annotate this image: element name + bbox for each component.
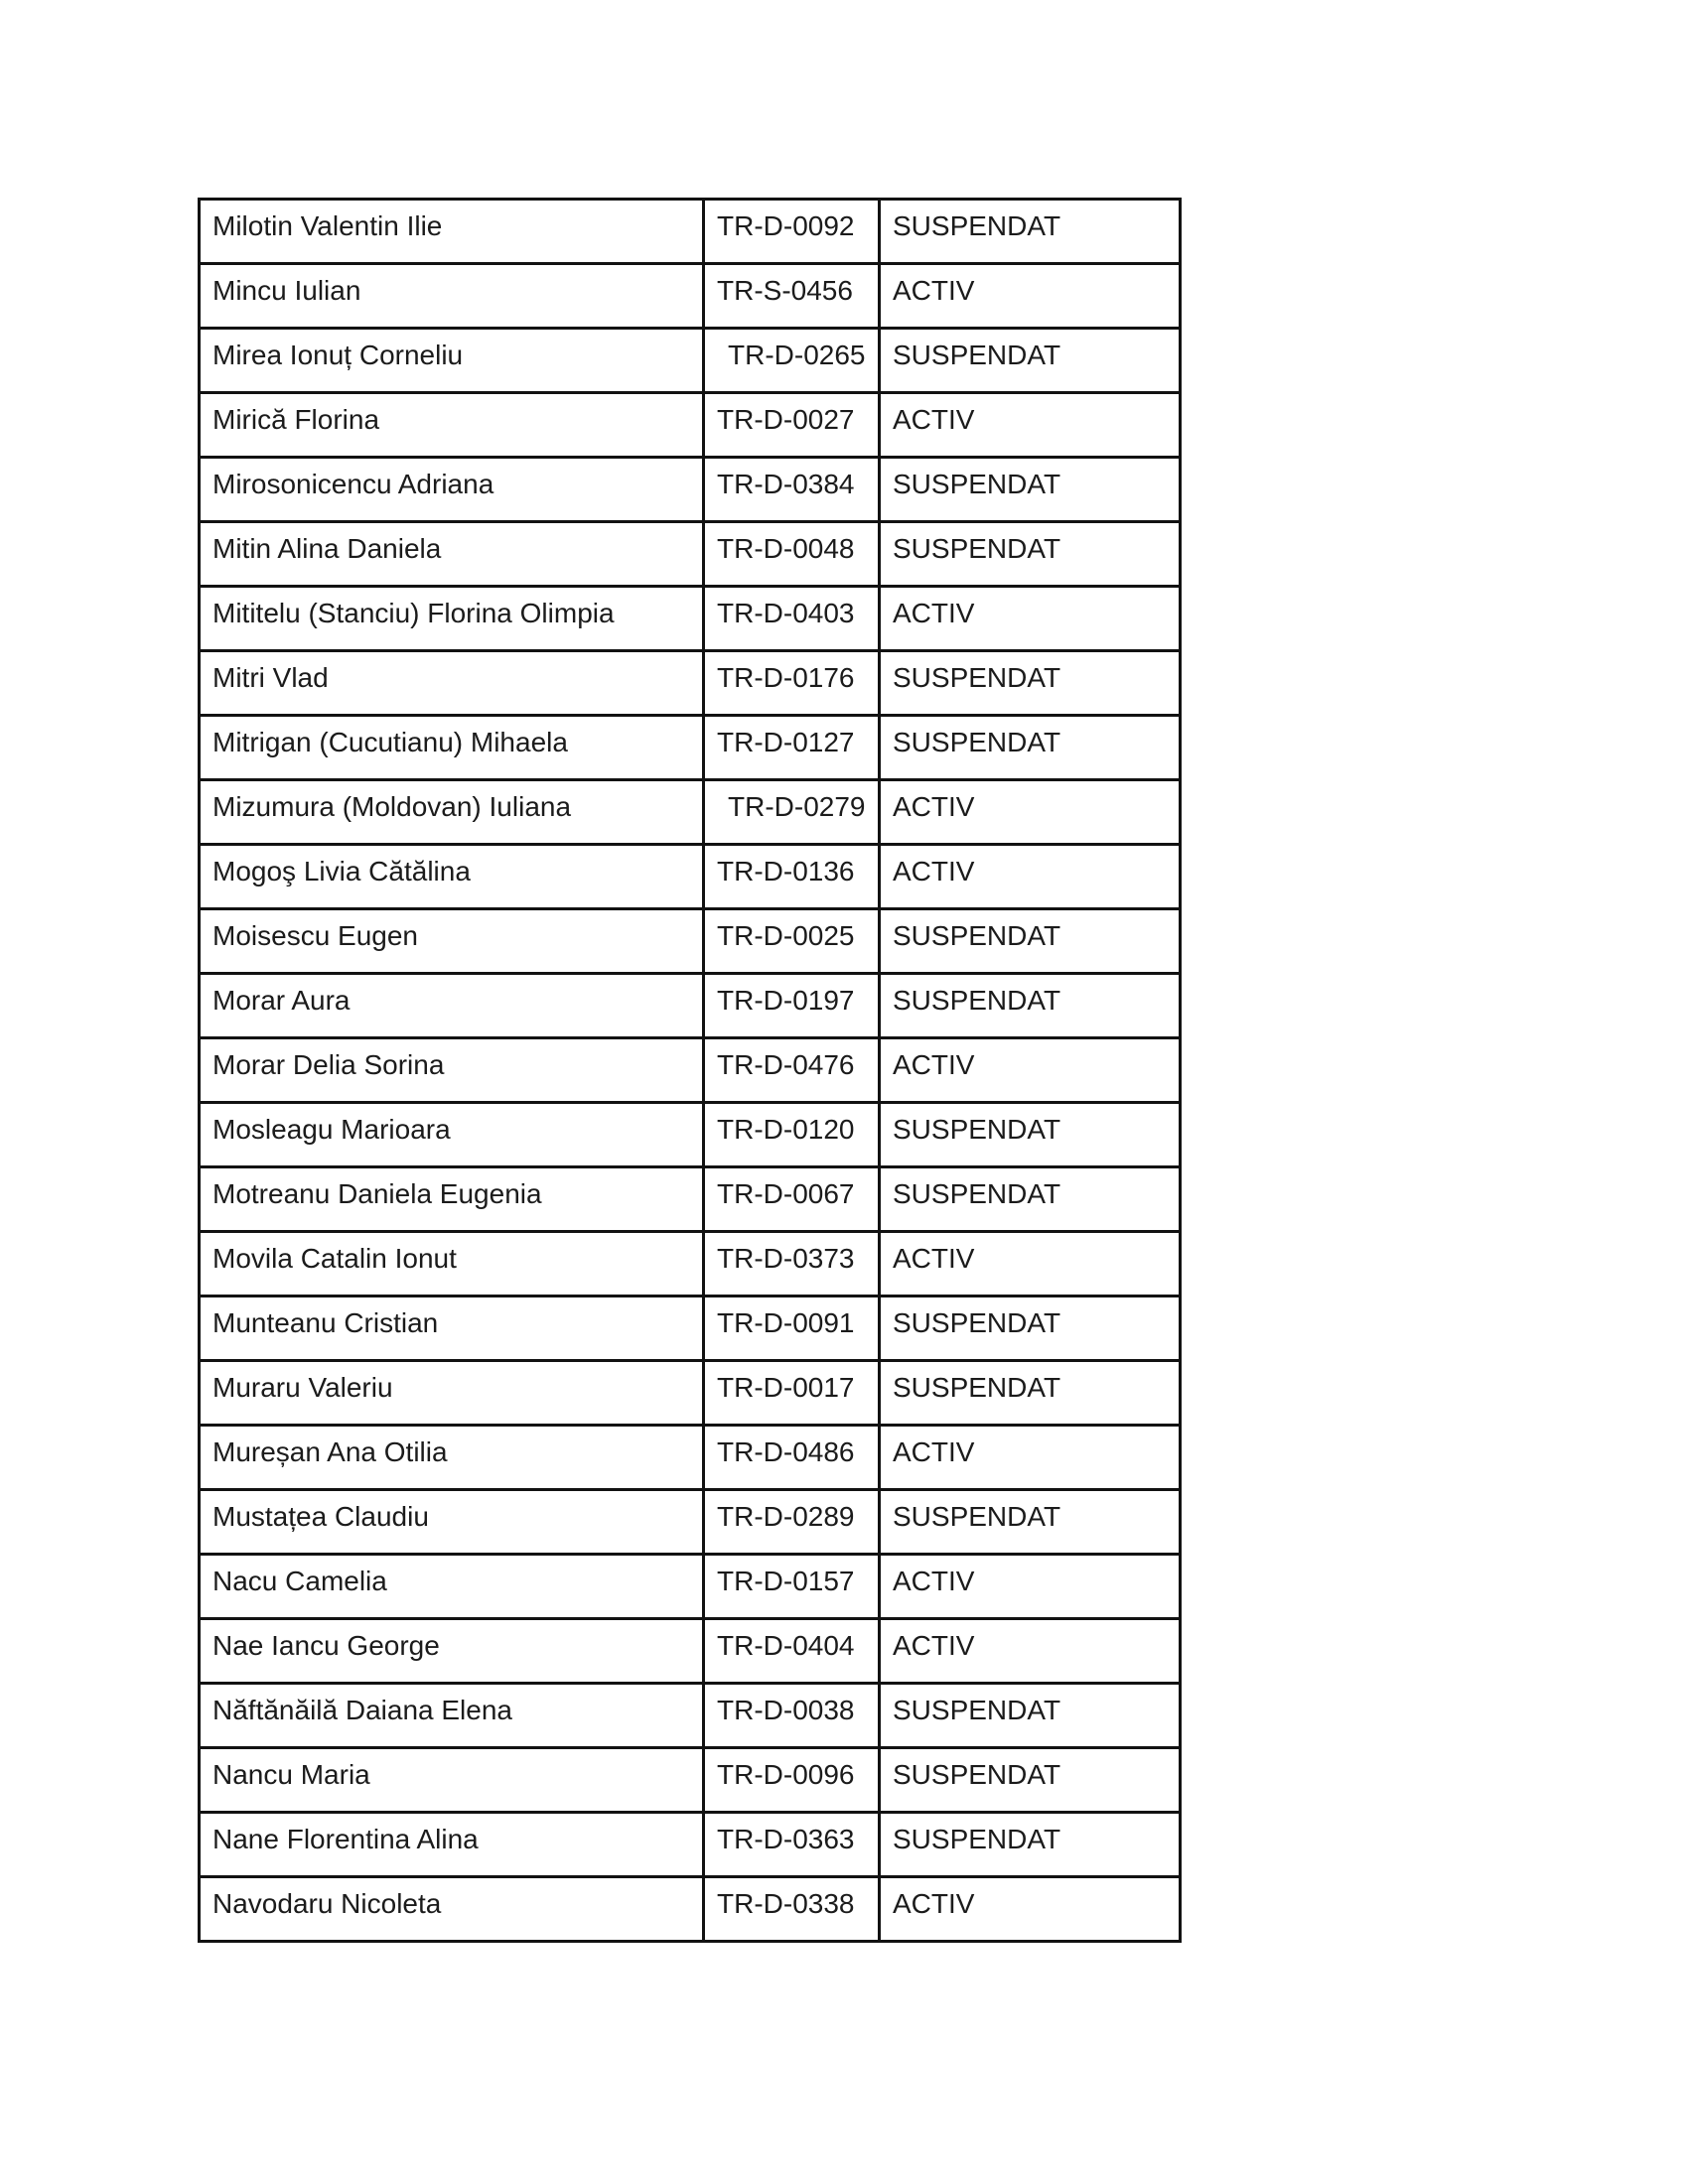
id-cell: TR-D-0404: [704, 1619, 880, 1684]
table-row: [200, 1167, 1181, 1232]
status-cell: ACTIV: [880, 587, 1181, 651]
name-cell: Mureșan Ana Otilia: [200, 1426, 704, 1490]
table-row: [200, 587, 1181, 651]
status-cell: SUSPENDAT: [880, 1813, 1181, 1877]
id-cell: TR-D-0384: [704, 458, 880, 522]
id-cell: TR-D-0197: [704, 974, 880, 1038]
id-cell: TR-D-0265: [704, 329, 880, 393]
status-cell: SUSPENDAT: [880, 1490, 1181, 1555]
name-cell: Milotin Valentin Ilie: [200, 200, 704, 264]
id-cell: TR-D-0373: [704, 1232, 880, 1297]
status-cell: ACTIV: [880, 1877, 1181, 1942]
table-row: [200, 1297, 1181, 1361]
name-cell: Muraru Valeriu: [200, 1361, 704, 1426]
table-row: [200, 651, 1181, 716]
table-row: [200, 974, 1181, 1038]
id-cell: TR-D-0027: [704, 393, 880, 458]
name-cell: Morar Delia Sorina: [200, 1038, 704, 1103]
id-cell: TR-D-0048: [704, 522, 880, 587]
status-cell: ACTIV: [880, 1619, 1181, 1684]
id-cell: TR-D-0136: [704, 845, 880, 909]
table-row: [200, 393, 1181, 458]
name-cell: Mitin Alina Daniela: [200, 522, 704, 587]
table-row: [200, 1684, 1181, 1748]
status-cell: SUSPENDAT: [880, 1748, 1181, 1813]
name-cell: Moisescu Eugen: [200, 909, 704, 974]
status-cell: ACTIV: [880, 845, 1181, 909]
table-row: [200, 1813, 1181, 1877]
id-cell: TR-D-0120: [704, 1103, 880, 1167]
table-row: [200, 1038, 1181, 1103]
id-cell: TR-D-0091: [704, 1297, 880, 1361]
name-cell: Navodaru Nicoleta: [200, 1877, 704, 1942]
id-cell: TR-D-0289: [704, 1490, 880, 1555]
status-cell: SUSPENDAT: [880, 716, 1181, 780]
status-cell: SUSPENDAT: [880, 458, 1181, 522]
id-cell: TR-D-0176: [704, 651, 880, 716]
name-cell: Munteanu Cristian: [200, 1297, 704, 1361]
id-cell: TR-D-0038: [704, 1684, 880, 1748]
status-cell: SUSPENDAT: [880, 200, 1181, 264]
table-row: [200, 1748, 1181, 1813]
id-cell: TR-D-0092: [704, 200, 880, 264]
id-cell: TR-D-0486: [704, 1426, 880, 1490]
status-cell: SUSPENDAT: [880, 1103, 1181, 1167]
status-cell: SUSPENDAT: [880, 1361, 1181, 1426]
name-cell: Mustațea Claudiu: [200, 1490, 704, 1555]
id-cell: TR-D-0403: [704, 587, 880, 651]
table-row: [200, 1619, 1181, 1684]
name-cell: Morar Aura: [200, 974, 704, 1038]
status-cell: ACTIV: [880, 1038, 1181, 1103]
id-cell: TR-D-0338: [704, 1877, 880, 1942]
id-cell: TR-D-0157: [704, 1555, 880, 1619]
table-row: [200, 1490, 1181, 1555]
status-cell: ACTIV: [880, 1232, 1181, 1297]
name-cell: Năftănăilă Daiana Elena: [200, 1684, 704, 1748]
name-cell: Mosleagu Marioara: [200, 1103, 704, 1167]
id-cell: TR-D-0127: [704, 716, 880, 780]
name-cell: Mirosonicencu Adriana: [200, 458, 704, 522]
table-row: [200, 716, 1181, 780]
name-cell: Nancu Maria: [200, 1748, 704, 1813]
name-cell: Nacu Camelia: [200, 1555, 704, 1619]
status-cell: SUSPENDAT: [880, 909, 1181, 974]
name-cell: Mincu Iulian: [200, 264, 704, 329]
status-cell: SUSPENDAT: [880, 522, 1181, 587]
status-cell: ACTIV: [880, 1426, 1181, 1490]
id-cell: TR-D-0476: [704, 1038, 880, 1103]
table-row: [200, 1877, 1181, 1942]
table-row: [200, 1361, 1181, 1426]
name-cell: Mititelu (Stanciu) Florina Olimpia: [200, 587, 704, 651]
records-table-body: [200, 200, 1181, 1942]
name-cell: Mogoş Livia Cătălina: [200, 845, 704, 909]
table-row: [200, 1232, 1181, 1297]
id-cell: TR-D-0067: [704, 1167, 880, 1232]
table-row: [200, 329, 1181, 393]
status-cell: SUSPENDAT: [880, 329, 1181, 393]
status-cell: SUSPENDAT: [880, 974, 1181, 1038]
table-row: [200, 1103, 1181, 1167]
table-row: [200, 1426, 1181, 1490]
status-cell: SUSPENDAT: [880, 651, 1181, 716]
table-row: [200, 200, 1181, 264]
status-cell: SUSPENDAT: [880, 1167, 1181, 1232]
name-cell: Motreanu Daniela Eugenia: [200, 1167, 704, 1232]
table-row: [200, 522, 1181, 587]
name-cell: Nane Florentina Alina: [200, 1813, 704, 1877]
status-cell: ACTIV: [880, 264, 1181, 329]
id-cell: TR-D-0017: [704, 1361, 880, 1426]
records-table: [198, 198, 1182, 1943]
status-cell: SUSPENDAT: [880, 1684, 1181, 1748]
status-cell: ACTIV: [880, 1555, 1181, 1619]
name-cell: Nae Iancu George: [200, 1619, 704, 1684]
table-row: [200, 1555, 1181, 1619]
id-cell: TR-S-0456: [704, 264, 880, 329]
table-row: [200, 458, 1181, 522]
id-cell: TR-D-0279: [704, 780, 880, 845]
name-cell: Mitri Vlad: [200, 651, 704, 716]
table-row: [200, 909, 1181, 974]
status-cell: ACTIV: [880, 780, 1181, 845]
id-cell: TR-D-0363: [704, 1813, 880, 1877]
status-cell: SUSPENDAT: [880, 1297, 1181, 1361]
table-row: [200, 845, 1181, 909]
name-cell: Mirică Florina: [200, 393, 704, 458]
table-row: [200, 264, 1181, 329]
name-cell: Mirea Ionuț Corneliu: [200, 329, 704, 393]
id-cell: TR-D-0025: [704, 909, 880, 974]
name-cell: Mizumura (Moldovan) Iuliana: [200, 780, 704, 845]
name-cell: Movila Catalin Ionut: [200, 1232, 704, 1297]
name-cell: Mitrigan (Cucutianu) Mihaela: [200, 716, 704, 780]
status-cell: ACTIV: [880, 393, 1181, 458]
id-cell: TR-D-0096: [704, 1748, 880, 1813]
table-row: [200, 780, 1181, 845]
